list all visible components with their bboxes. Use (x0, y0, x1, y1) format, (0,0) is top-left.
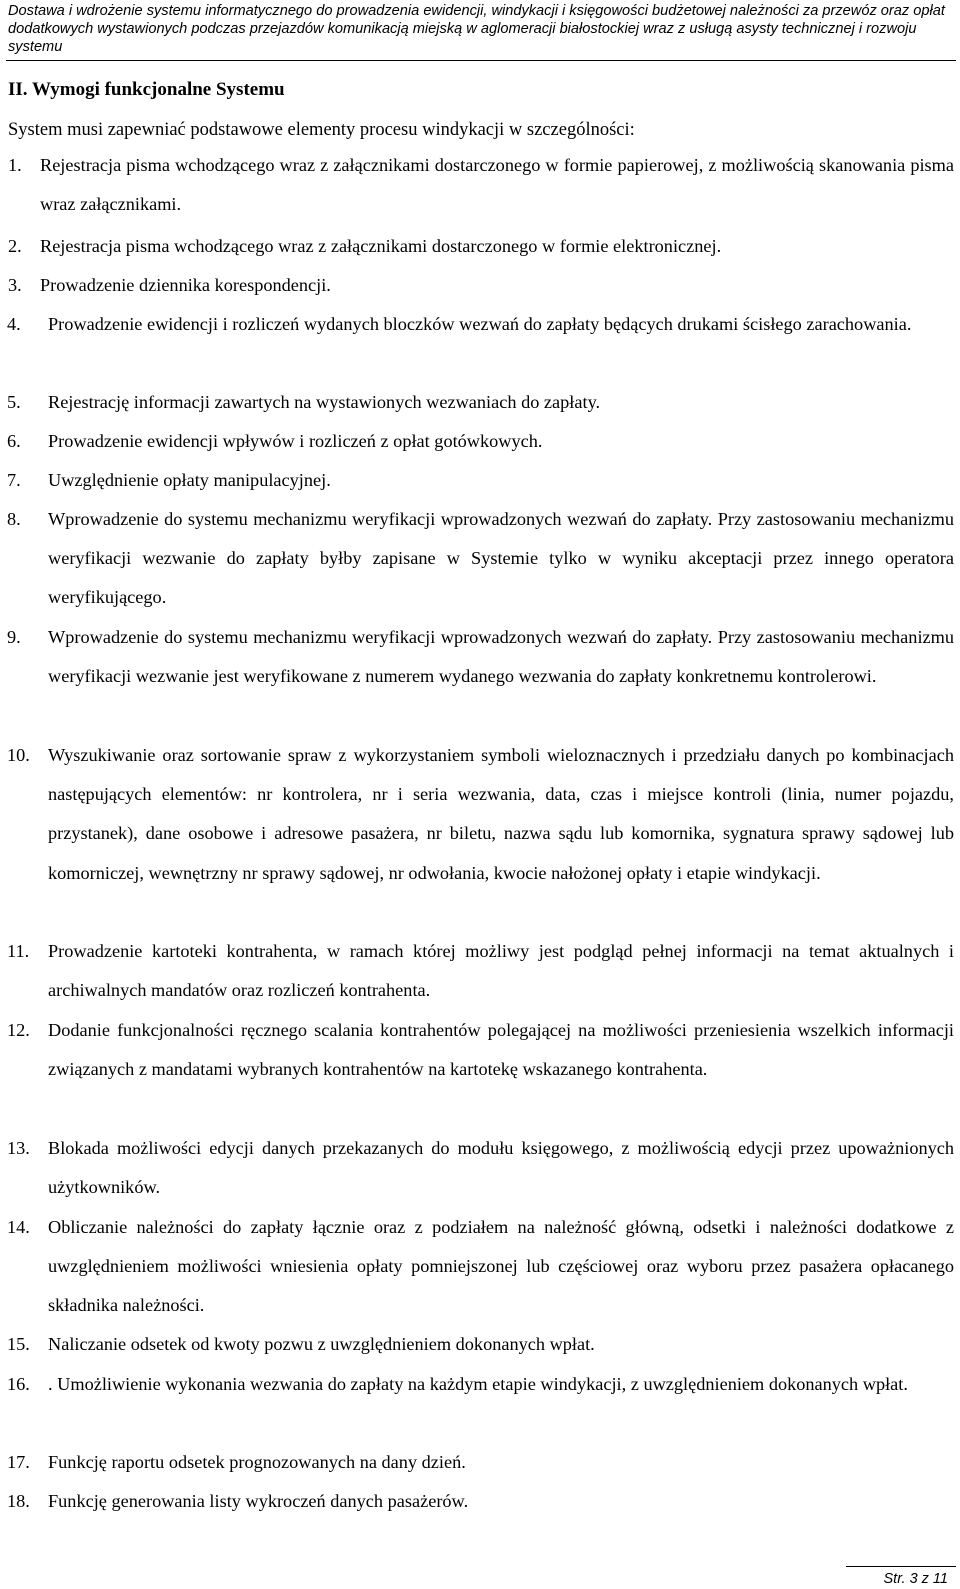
list-item-number: 1. (8, 155, 22, 175)
list-item (7, 305, 954, 344)
list-item (7, 1325, 954, 1364)
list-item (7, 618, 954, 696)
footer-divider (846, 1566, 956, 1567)
header-divider (6, 60, 956, 61)
list-item-number: 9. (7, 627, 21, 647)
page-number: Str. 3 z 11 (883, 1571, 948, 1587)
list-item (7, 1129, 954, 1207)
list-item-number: 18. (7, 1491, 30, 1511)
list-item-number: 6. (7, 431, 21, 451)
list-item-text: Wprowadzenie do systemu mechanizmu weryfikacji wprowadzonych wezwań do zapłaty. Przy zastosowaniu mechanizmu weryfikacji wezwanie jest weryfikowane z numerem wydanego wezwania do zapłaty konkretnemu kontrolerowi. (48, 627, 954, 687)
list-item-text: Prowadzenie kartoteki kontrahenta, w ramach której możliwy jest podgląd pełnej informacji na temat aktualnych i archiwalnych mandatów oraz rozliczeń kontrahenta. (48, 941, 954, 1001)
list-item-text: Rejestracja pisma wchodzącego wraz z załącznikami dostarczonego w formie elektronicznej. (40, 236, 722, 256)
list-item (7, 932, 954, 1010)
list-item (7, 736, 954, 893)
list-item (8, 266, 954, 305)
list-item-text: Uwzględnienie opłaty manipulacyjnej. (48, 470, 331, 490)
list-item-text: Funkcję generowania listy wykroczeń danych pasażerów. (48, 1491, 469, 1511)
list-item (8, 146, 954, 224)
list-item-number: 17. (7, 1452, 30, 1472)
list-item-text: Rejestrację informacji zawartych na wystawionych wezwaniach do zapłaty. (48, 392, 601, 412)
list-item-text: Funkcję raportu odsetek prognozowanych na dany dzień. (48, 1452, 466, 1472)
list-item-text: Naliczanie odsetek od kwoty pozwu z uwzględnieniem dokonanych wpłat. (48, 1334, 595, 1354)
list-item-number: 10. (7, 745, 30, 765)
list-item-text: Obliczanie należności do zapłaty łącznie oraz z podziałem na należność główną, odsetki i należności dodatkowe z uwzględnieniem możliwości wniesienia opłaty pomniejszonej lub częściowej oraz wyboru przez pasażera opłacanego składnika należności. (48, 1217, 954, 1316)
list-item (8, 227, 954, 266)
list-item (7, 1011, 954, 1089)
list-item-number: 8. (7, 509, 21, 529)
list-item-text: Prowadzenie ewidencji wpływów i rozliczeń z opłat gotówkowych. (48, 431, 543, 451)
list-item-number: 13. (7, 1138, 30, 1158)
list-item-text: Dodanie funkcjonalności ręcznego scalania kontrahentów polegającej na możliwości przeniesienia wszelkich informacji związanych z mandatami wybranych kontrahentów na kartotekę wskazanego kontrahenta. (48, 1020, 954, 1080)
list-item-number: 2. (8, 236, 22, 256)
list-item-text: Prowadzenie dziennika korespondencji. (40, 275, 331, 295)
list-item-number: 12. (7, 1020, 30, 1040)
list-item-text: . Umożliwienie wykonania wezwania do zapłaty na każdym etapie windykacji, z uwzględnieniem dokonanych wpłat. (48, 1374, 908, 1394)
list-item-text: Rejestracja pisma wchodzącego wraz z załącznikami dostarczonego w formie papierowej, z możliwością skanowania pisma wraz załącznikami. (40, 155, 954, 215)
list-item (7, 383, 954, 422)
running-header: Dostawa i wdrożenie systemu informatycznego do prowadzenia ewidencji, windykacji i księgowości budżetowej należności za przewóz oraz opłat dodatkowych wystawionych podczas przejazdów komunikacją miejską w aglomeracji białostockiej wraz z usługą asysty technicznej i rozwoju systemu (8, 3, 945, 55)
list-item-text: Blokada możliwości edycji danych przekazanych do modułu księgowego, z możliwością edycji przez upoważnionych użytkowników. (48, 1138, 954, 1198)
list-item (7, 1365, 954, 1404)
list-item (7, 1482, 954, 1521)
list-item-number: 16. (7, 1374, 30, 1394)
list-item-number: 5. (7, 392, 21, 412)
list-item-number: 7. (7, 470, 21, 490)
section-intro: System musi zapewniać podstawowe elementy procesu windykacji w szczególności: (8, 120, 635, 140)
list-item (7, 1208, 954, 1326)
section-title: II. Wymogi funkcjonalne Systemu (8, 79, 285, 100)
list-item-text: Wyszukiwanie oraz sortowanie spraw z wykorzystaniem symboli wieloznacznych i przedziału danych po kombinacjach następujących elementów: nr kontrolera, nr i seria wezwania, data, czas i miejsce kontroli (linia, numer pojazdu, przystanek), dane osobowe i adresowe pasażera, nr biletu, nazwa sądu lub komornika, sygnatura sprawy sądowej lub komorniczej, wewnętrzny nr sprawy sądowej, nr odwołania, kwocie nałożonej opłaty i etapie windykacji. (48, 745, 954, 883)
list-item-number: 15. (7, 1334, 30, 1354)
list-item-number: 4. (7, 314, 21, 334)
list-item (7, 461, 954, 500)
list-item-text: Prowadzenie ewidencji i rozliczeń wydanych bloczków wezwań do zapłaty będących drukami ścisłego zarachowania. (48, 314, 912, 334)
list-item-number: 11. (7, 941, 30, 961)
list-item (7, 1443, 954, 1482)
list-item-text: Wprowadzenie do systemu mechanizmu weryfikacji wprowadzonych wezwań do zapłaty. Przy zastosowaniu mechanizmu weryfikacji wezwanie do zapłaty byłby zapisane w Systemie tylko w wyniku akceptacji przez innego operatora weryfikującego. (48, 509, 954, 608)
list-item (7, 422, 954, 461)
list-item (7, 500, 954, 618)
list-item-number: 3. (8, 275, 22, 295)
list-item-number: 14. (7, 1217, 30, 1237)
